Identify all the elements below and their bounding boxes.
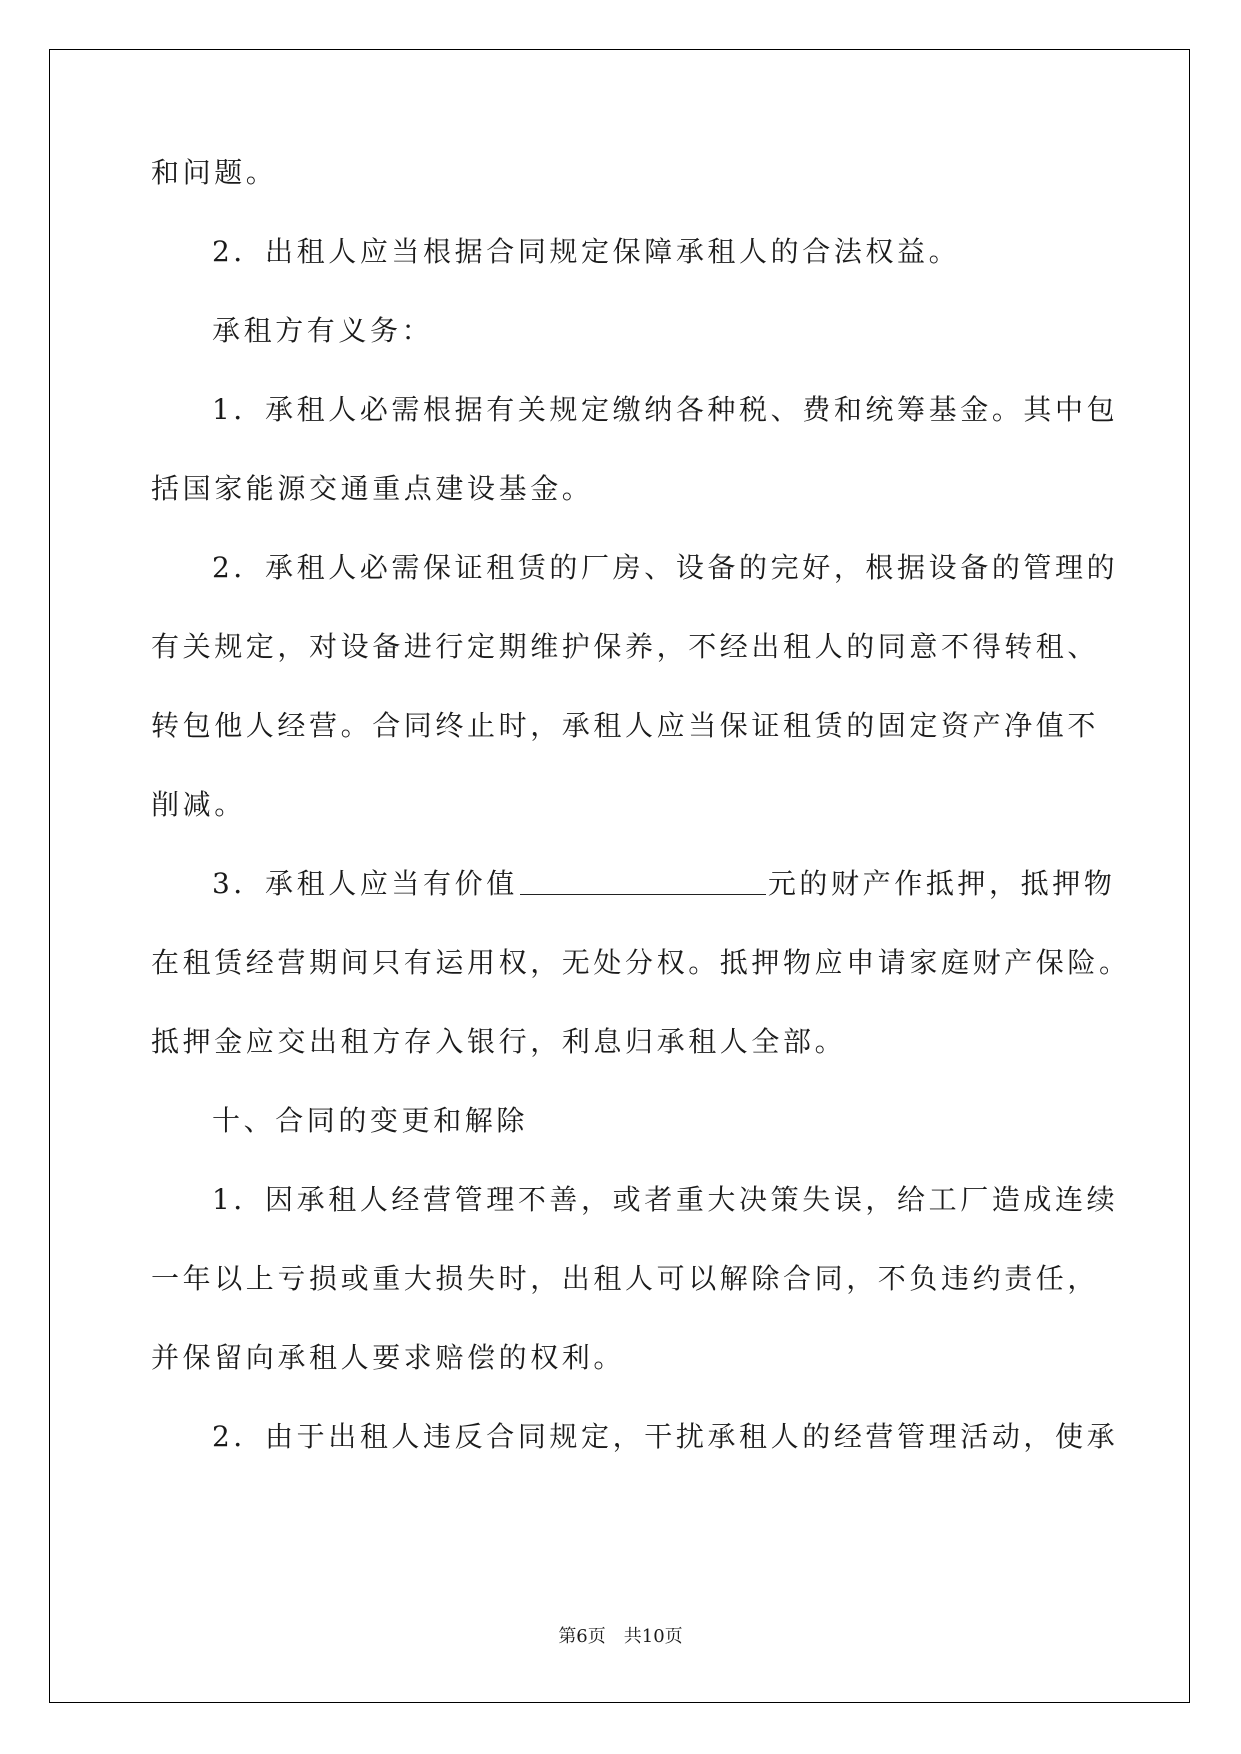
text-line: 转包他人经营。合同终止时，承租人应当保证租赁的固定资产净值不 bbox=[151, 709, 1100, 742]
page-total: 共10页 bbox=[623, 1626, 683, 1647]
section-heading: 十、合同的变更和解除 bbox=[212, 1104, 529, 1137]
text-line: 削减。 bbox=[151, 788, 246, 821]
text-line: 承租方有义务： bbox=[212, 314, 434, 347]
text-line: 在租赁经营期间只有运用权，无处分权。抵押物应申请家庭财产保险。 bbox=[151, 946, 1131, 979]
text-line: 1．因承租人经营管理不善，或者重大决策失误，给工厂造成连续 bbox=[212, 1183, 1119, 1216]
page-number: 第6页 bbox=[558, 1626, 606, 1647]
mortgage-line-before: 3．承租人应当有价值 bbox=[212, 867, 518, 900]
text-line: 2．出租人应当根据合同规定保障承租人的合法权益。 bbox=[212, 235, 961, 268]
mortgage-line bbox=[212, 864, 1115, 904]
text-line: 和问题。 bbox=[151, 156, 278, 189]
text-line: 2．由于出租人违反合同规定，干扰承租人的经营管理活动，使承 bbox=[212, 1420, 1119, 1453]
text-line: 一年以上亏损或重大损失时，出租人可以解除合同，不负违约责任， bbox=[151, 1262, 1100, 1295]
text-line: 1．承租人必需根据有关规定缴纳各种税、费和统筹基金。其中包 bbox=[212, 393, 1119, 426]
mortgage-line-after: 元的财产作抵押，抵押物 bbox=[767, 867, 1116, 900]
fill-in-blank[interactable] bbox=[520, 866, 766, 895]
text-line: 有关规定，对设备进行定期维护保养，不经出租人的同意不得转租、 bbox=[151, 630, 1100, 663]
page-footer bbox=[0, 1622, 1241, 1648]
text-line: 抵押金应交出租方存入银行，利息归承租人全部。 bbox=[151, 1025, 847, 1058]
text-line: 括国家能源交通重点建设基金。 bbox=[151, 472, 594, 505]
text-line: 并保留向承租人要求赔偿的权利。 bbox=[151, 1341, 626, 1374]
text-line: 2．承租人必需保证租赁的厂房、设备的完好，根据设备的管理的 bbox=[212, 551, 1119, 584]
